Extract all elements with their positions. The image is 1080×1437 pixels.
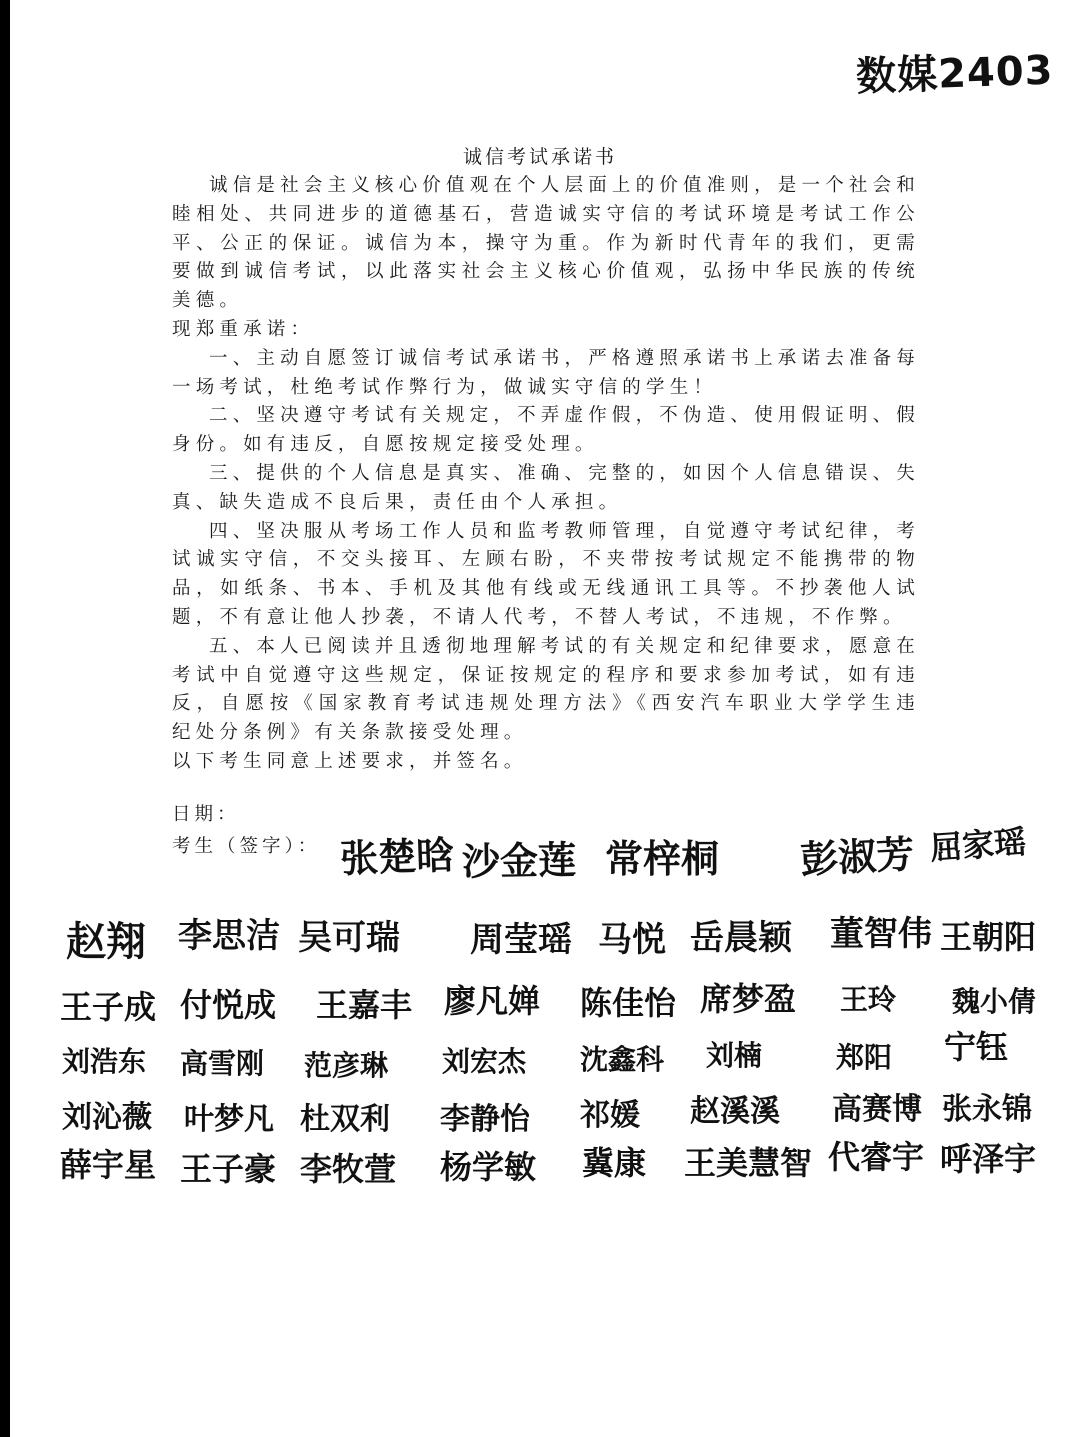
- signature: 王嘉丰: [316, 986, 413, 1024]
- signature: 王子成: [60, 988, 157, 1026]
- paragraph-pledge-lead: 现郑重承诺：: [172, 318, 315, 340]
- paragraph-item-4: 四、坚决服从考场工作人员和监考教师管理，自觉遵守考试纪律，考试诚实守信，不交头接耳、左顾右盼，不夹带按考试规定不能携带的物品，如纸条、书本、手机及其他有线或无线通讯工具等。不抄袭他人试题，不有意让他人抄袭，不请人代考，不替人考试，不违规，不作弊。: [172, 520, 921, 628]
- paragraph-agreement: 以下考生同意上述要求，并签名。: [172, 750, 528, 772]
- signature: 岳晨颖: [690, 918, 792, 958]
- date-label: 日期：: [172, 804, 240, 825]
- paragraph-item-3: 三、提供的个人信息是真实、准确、完整的，如因个人信息错误、失真、缺失造成不良后果，责任由个人承担。: [172, 462, 921, 513]
- signature: 杜双利: [300, 1102, 390, 1137]
- signature: 常梓桐: [605, 837, 720, 881]
- signature: 廖凡婵: [444, 982, 541, 1020]
- signature: 屈家瑶: [928, 822, 1028, 868]
- signature: 李牧萱: [300, 1150, 397, 1188]
- signature: 彭淑芳: [799, 832, 916, 882]
- signature: 张楚晗: [339, 833, 455, 881]
- signature: 高赛博: [832, 1092, 922, 1127]
- signature: 付悦成: [180, 986, 277, 1024]
- signature: 郑阳: [836, 1041, 893, 1074]
- signature: 赵溪溪: [690, 1094, 780, 1129]
- signature: 周莹瑶: [470, 920, 572, 960]
- signature: 薛宇星: [60, 1146, 157, 1184]
- signature: 冀康: [582, 1144, 647, 1182]
- signature: 李静怡: [440, 1102, 530, 1137]
- sign-label: 考生（签字）：: [172, 836, 321, 857]
- signature: 吴可瑞: [298, 918, 400, 958]
- signature: 沈鑫科: [580, 1043, 665, 1076]
- signature: 高雪刚: [180, 1047, 265, 1080]
- signature: 席梦盈: [700, 980, 797, 1018]
- signature: 刘宏杰: [442, 1045, 527, 1078]
- document-title: 诚信考试承诺书: [462, 146, 617, 168]
- signature: 赵翔: [66, 919, 146, 965]
- signature: 魏小倩: [952, 985, 1037, 1018]
- signature: 刘楠: [706, 1039, 763, 1072]
- paragraph-item-2: 二、坚决遵守考试有关规定，不弄虚作假，不伪造、使用假证明、假身份。如有违反，自愿按规定接受处理。: [172, 405, 921, 456]
- signature: 范彦琳: [304, 1049, 389, 1082]
- signature: 李思洁: [178, 916, 280, 956]
- signature: 陈佳怡: [580, 984, 677, 1022]
- signature: 祁媛: [580, 1098, 640, 1133]
- signature: 王玲: [840, 983, 897, 1016]
- signature: 刘浩东: [62, 1045, 147, 1078]
- signature: 马悦: [598, 920, 666, 960]
- class-label-handwritten: 数媒2403: [855, 47, 1055, 101]
- signature: 呼泽宇: [940, 1140, 1037, 1178]
- scan-edge: [0, 0, 10, 1437]
- paragraph-item-1: 一、主动自愿签订诚信考试承诺书，严格遵照承诺书上承诺去准备每一场考试，杜绝考试作弊行为，做诚实守信的学生！: [172, 347, 921, 398]
- signature: 代睿宇: [828, 1138, 925, 1176]
- signature: 董智伟: [830, 914, 932, 954]
- signature: 张永锦: [942, 1092, 1032, 1127]
- signature: 王朝阳: [940, 918, 1037, 956]
- document-body: [172, 172, 920, 777]
- paragraph-item-5: 五、本人已阅读并且透彻地理解考试的有关规定和纪律要求，愿意在考试中自觉遵守这些规定，保证按规定的程序和要求参加考试，如有违反，自愿按《国家教育考试违规处理方法》《西安汽车职业大学学生违纪处分条例》有关条款接受处理。: [172, 635, 921, 744]
- signature: 王子豪: [180, 1150, 277, 1188]
- signature: 宁钰: [944, 1028, 1009, 1066]
- signature: 杨学敏: [440, 1148, 537, 1186]
- signature: 叶梦凡: [184, 1102, 274, 1137]
- signature: 沙金莲: [461, 838, 577, 884]
- signature: 王美慧智: [684, 1144, 813, 1182]
- signature: 刘沁薇: [62, 1100, 152, 1135]
- paragraph-intro: 诚信是社会主义核心价值观在个人层面上的价值准则，是一个社会和睦相处、共同进步的道德基石，营造诚实守信的考试环境是考试工作公平、公正的保证。诚信为本，操守为重。作为新时代青年的我们，更需要做到诚信考试，以此落实社会主义核心价值观，弘扬中华民族的传统美德。: [172, 175, 921, 312]
